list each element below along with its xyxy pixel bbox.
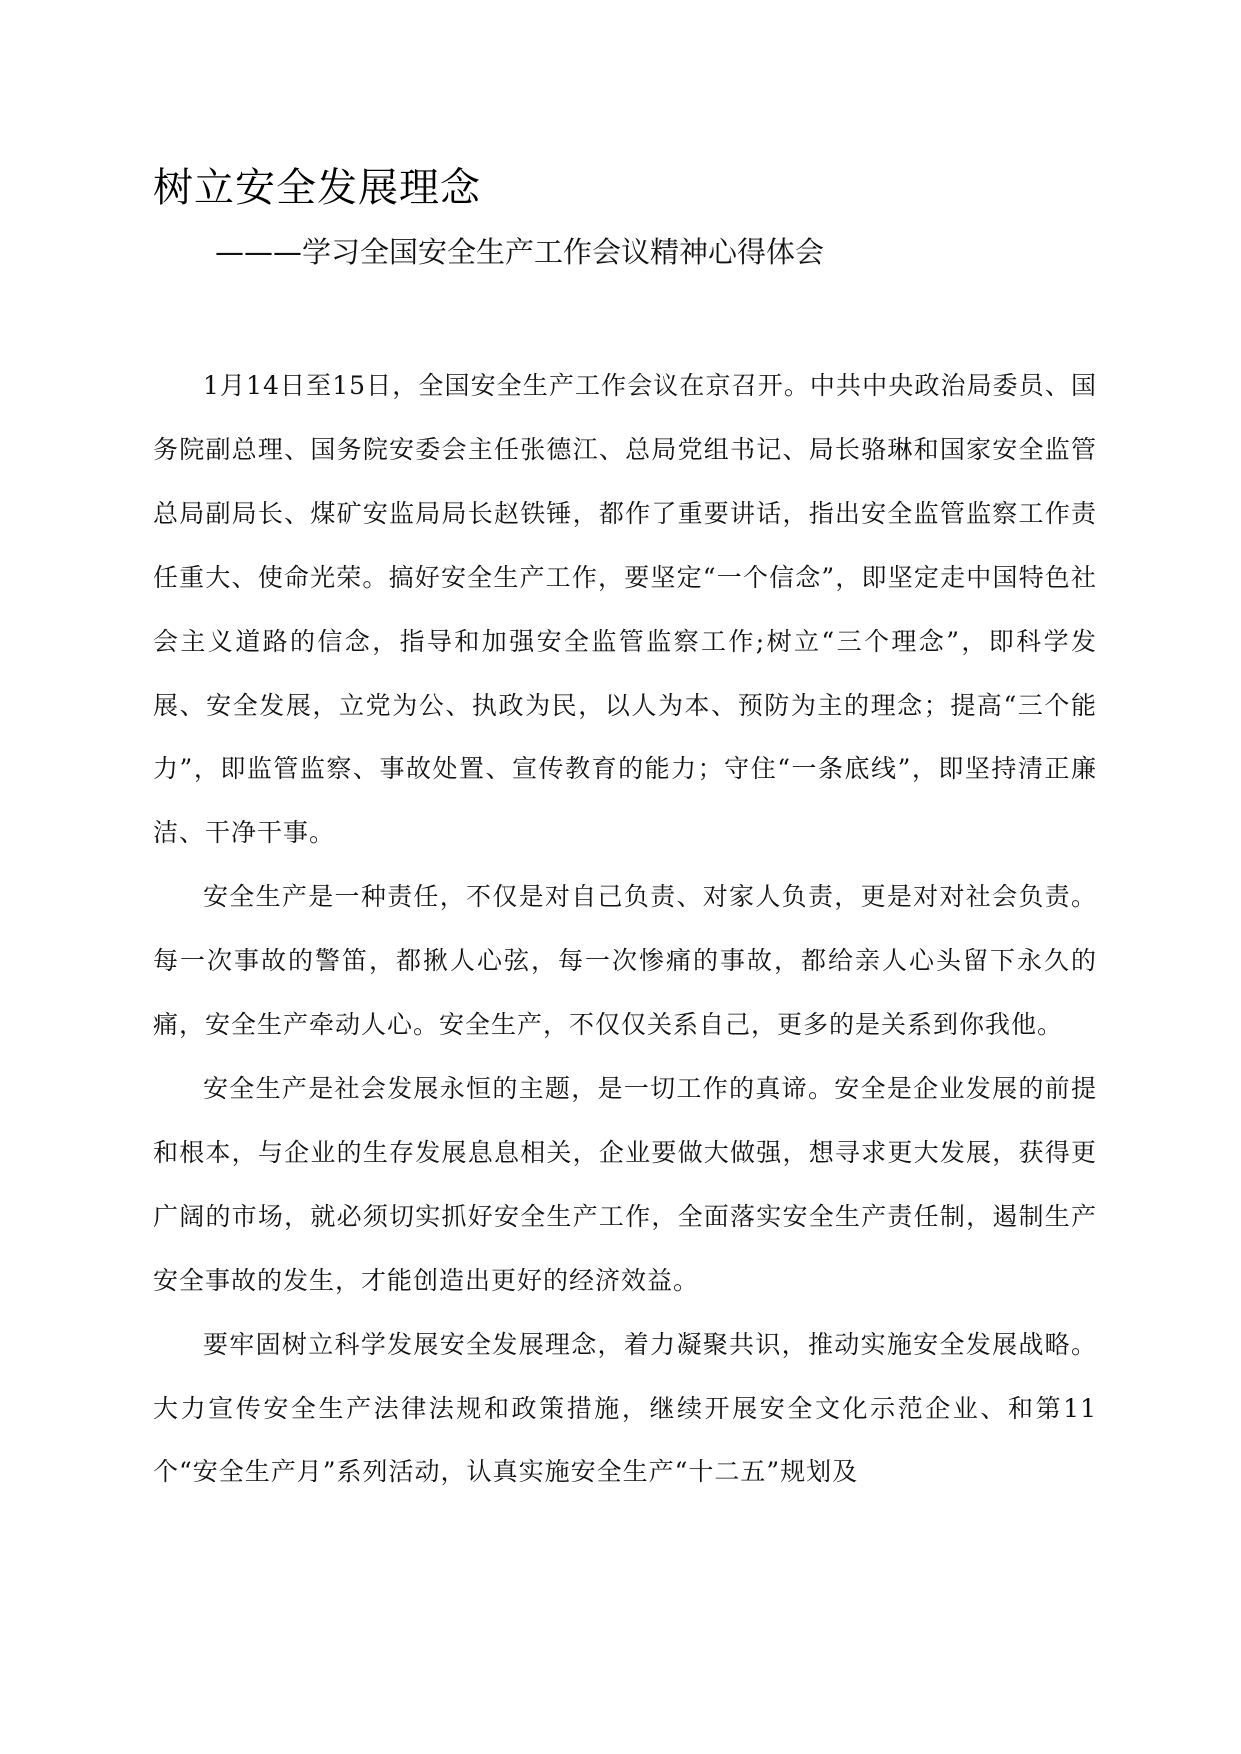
paragraph: 要牢固树立科学发展安全发展理念，着力凝聚共识，推动实施安全发展战略。大力宣传安全生产法律法规和政策措施，继续开展安全文化示范企业、和第11个“安全生产月”系列活动，认真实施安全生产“十二五”规划及 [153,1329,1097,1487]
document-subtitle: ———学习全国安全生产工作会议精神心得体会 [215,235,825,269]
paragraph: 1月14日至15日，全国安全生产工作会议在京召开。中共中央政治局委员、国务院副总理、国务院安委会主任张德江、总局党组书记、局长骆琳和国家安全监管总局副局长、煤矿安监局局长赵铁锤，都作了重要讲话，指出安全监管监察工作责任重大、使命光荣。搞好安全生产工作，要坚定“一个信念”，即坚定走中国特色社会主义道路的信念，指导和加强安全监管监察工作;树立“三个理念”，即科学发展、安全发展，立党为公、执政为民，以人为本、预防为主的理念；提高“三个能力”，即监管监察、事故处置、宣传教育的能力；守住“一条底线”，即坚持清正廉洁、干净干事。 [153,371,1097,848]
paragraph: 安全生产是一种责任，不仅是对自己负责、对家人负责，更是对对社会负责。每一次事故的警笛，都揪人心弦，每一次惨痛的事故，都给亲人心头留下永久的痛，安全生产牵动人心。安全生产，不仅仅关系自己，更多的是关系到你我他。 [153,882,1097,1040]
document-title: 树立安全发展理念 [153,165,481,211]
paragraph: 安全生产是社会发展永恒的主题，是一切工作的真谛。安全是企业发展的前提和根本，与企业的生存发展息息相关，企业要做大做强，想寻求更大发展，获得更广阔的市场，就必须切实抓好安全生产工作，全面落实安全生产责任制，遏制生产安全事故的发生，才能创造出更好的经济效益。 [153,1073,1097,1295]
document-body [153,354,1097,1504]
